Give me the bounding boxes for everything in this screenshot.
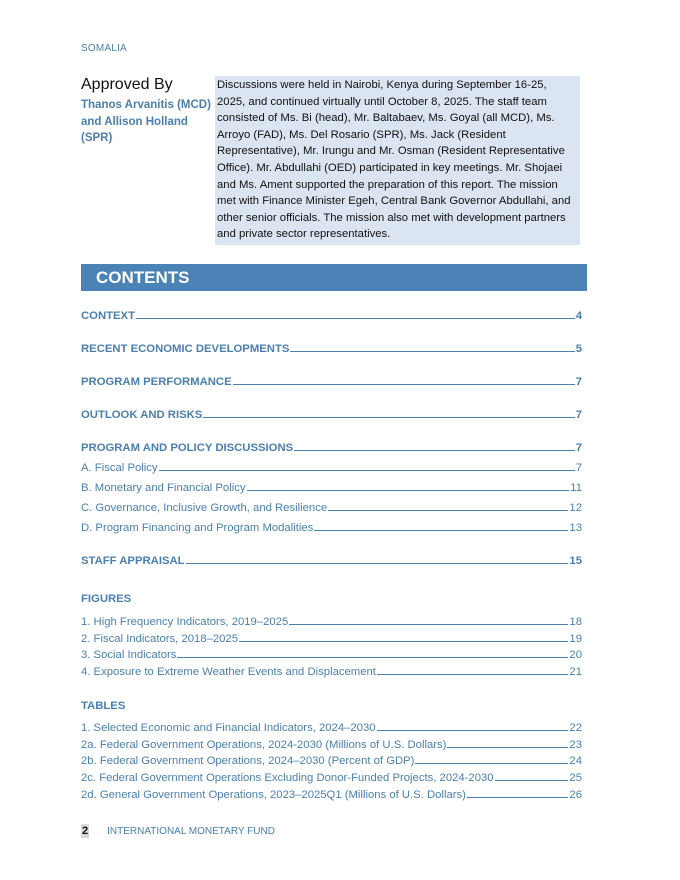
page-footer [81, 824, 275, 838]
toc-page: 25 [569, 772, 582, 785]
toc-figure-3[interactable] [81, 645, 582, 661]
toc-page: 21 [569, 666, 582, 679]
toc-table-1[interactable] [81, 718, 582, 734]
toc-page: 24 [569, 755, 582, 768]
toc-page: 26 [569, 788, 582, 801]
toc-table-2a[interactable] [81, 735, 582, 751]
toc-label: A. Fiscal Policy [81, 462, 158, 474]
toc-figure-4[interactable] [81, 662, 582, 678]
mission-summary: Discussions were held in Nairobi, Kenya during September 16-25, 2025, and continued virtually until October 8, 2025. The staff team consisted of Ms. Bi (head), Mr. Baltabaev, Ms. Goyal (all MCD), Ms. Arroyo (FAD), Ms. Del Rosario (SPR), Ms. Jack (Resident Representative), Mr. Irungu and Mr. Osman (Resident Representative Office). Mr. Abdullahi (OED) participated in key meetings. Mr. Shojaei and Ms. Ament supported the preparation of this report. The mission met with Finance Minister Egeh, Central Bank Governor Abdullahi, and other senior officials. The mission also met with development partners and private sector representatives. [215, 76, 580, 245]
toc-page: 7 [575, 409, 582, 421]
toc-label: 1. Selected Economic and Financial Indicators, 2024–2030 [81, 722, 376, 734]
approvers-names: Thanos Arvanitis (MCD) and Allison Holland (SPR) [81, 99, 211, 144]
tables-heading: TABLES [81, 700, 126, 712]
toc-page: 7 [575, 462, 582, 474]
toc-table-2b[interactable] [81, 751, 582, 767]
toc-label: D. Program Financing and Program Modalities [81, 522, 314, 534]
toc-label: RECENT ECONOMIC DEVELOPMENTS [81, 343, 290, 355]
toc-label: 3. Social Indicators [81, 649, 177, 662]
footer-org: INTERNATIONAL MONETARY FUND [107, 825, 275, 837]
toc-figure-2[interactable] [81, 629, 582, 645]
toc-label: 2b. Federal Government Operations, 2024–2030 (Percent of GDP) [81, 755, 415, 768]
toc-entry-fiscal-policy[interactable] [81, 458, 582, 474]
toc-page: 7 [575, 376, 582, 388]
toc-entry-staff-appraisal[interactable] [81, 551, 582, 567]
toc-entry-program-performance[interactable] [81, 372, 582, 388]
toc-page: 23 [569, 738, 582, 751]
toc-label: STAFF APPRAISAL [81, 555, 185, 567]
toc-entry-monetary-policy[interactable] [81, 478, 582, 494]
toc-label: B. Monetary and Financial Policy [81, 482, 246, 494]
toc-figure-1[interactable] [81, 612, 582, 628]
page-number: 2 [82, 825, 89, 837]
contents-heading: CONTENTS [81, 264, 587, 291]
toc-page: 4 [575, 310, 582, 322]
toc-label: CONTEXT [81, 310, 135, 322]
toc-table-2c[interactable] [81, 768, 582, 784]
toc-page: 22 [569, 722, 582, 734]
toc-page: 19 [569, 632, 582, 645]
toc-label: 2a. Federal Government Operations, 2024-2030 (Millions of U.S. Dollars) [81, 738, 447, 751]
toc-label: 2. Fiscal Indicators, 2018–2025 [81, 632, 238, 645]
toc-table-2d[interactable] [81, 785, 582, 801]
toc-page: 5 [575, 343, 582, 355]
toc-main [81, 306, 582, 567]
approved-by-title: Approved By [81, 76, 173, 93]
toc-page: 7 [575, 442, 582, 454]
running-header: SOMALIA [81, 43, 127, 54]
toc-label: OUTLOOK AND RISKS [81, 409, 203, 421]
toc-entry-governance[interactable] [81, 498, 582, 514]
toc-entry-recent-developments[interactable] [81, 339, 582, 355]
toc-page: 15 [569, 555, 582, 567]
toc-label: 2c. Federal Government Operations Excluding Donor-Funded Projects, 2024-2030 [81, 772, 494, 785]
toc-label: 2d. General Government Operations, 2023–2025Q1 (Millions of U.S. Dollars) [81, 788, 466, 801]
toc-page: 13 [569, 522, 582, 534]
toc-entry-outlook-risks[interactable] [81, 405, 582, 421]
toc-page: 12 [569, 502, 582, 514]
toc-label: 1. High Frequency Indicators, 2019–2025 [81, 616, 289, 628]
figures-heading: FIGURES [81, 593, 132, 605]
toc-page: 11 [570, 482, 582, 494]
toc-label: C. Governance, Inclusive Growth, and Resilience [81, 502, 328, 514]
toc-label: PROGRAM PERFORMANCE [81, 376, 232, 388]
toc-entry-context[interactable] [81, 306, 582, 322]
toc-figures [81, 612, 582, 678]
toc-entry-policy-discussions[interactable] [81, 438, 582, 454]
toc-page: 18 [569, 616, 582, 628]
toc-tables [81, 718, 582, 801]
toc-label: PROGRAM AND POLICY DISCUSSIONS [81, 442, 294, 454]
toc-label: 4. Exposure to Extreme Weather Events and Displacement [81, 666, 376, 679]
toc-entry-program-financing[interactable] [81, 518, 582, 534]
approved-by-block [81, 76, 215, 147]
toc-page: 20 [569, 649, 582, 662]
